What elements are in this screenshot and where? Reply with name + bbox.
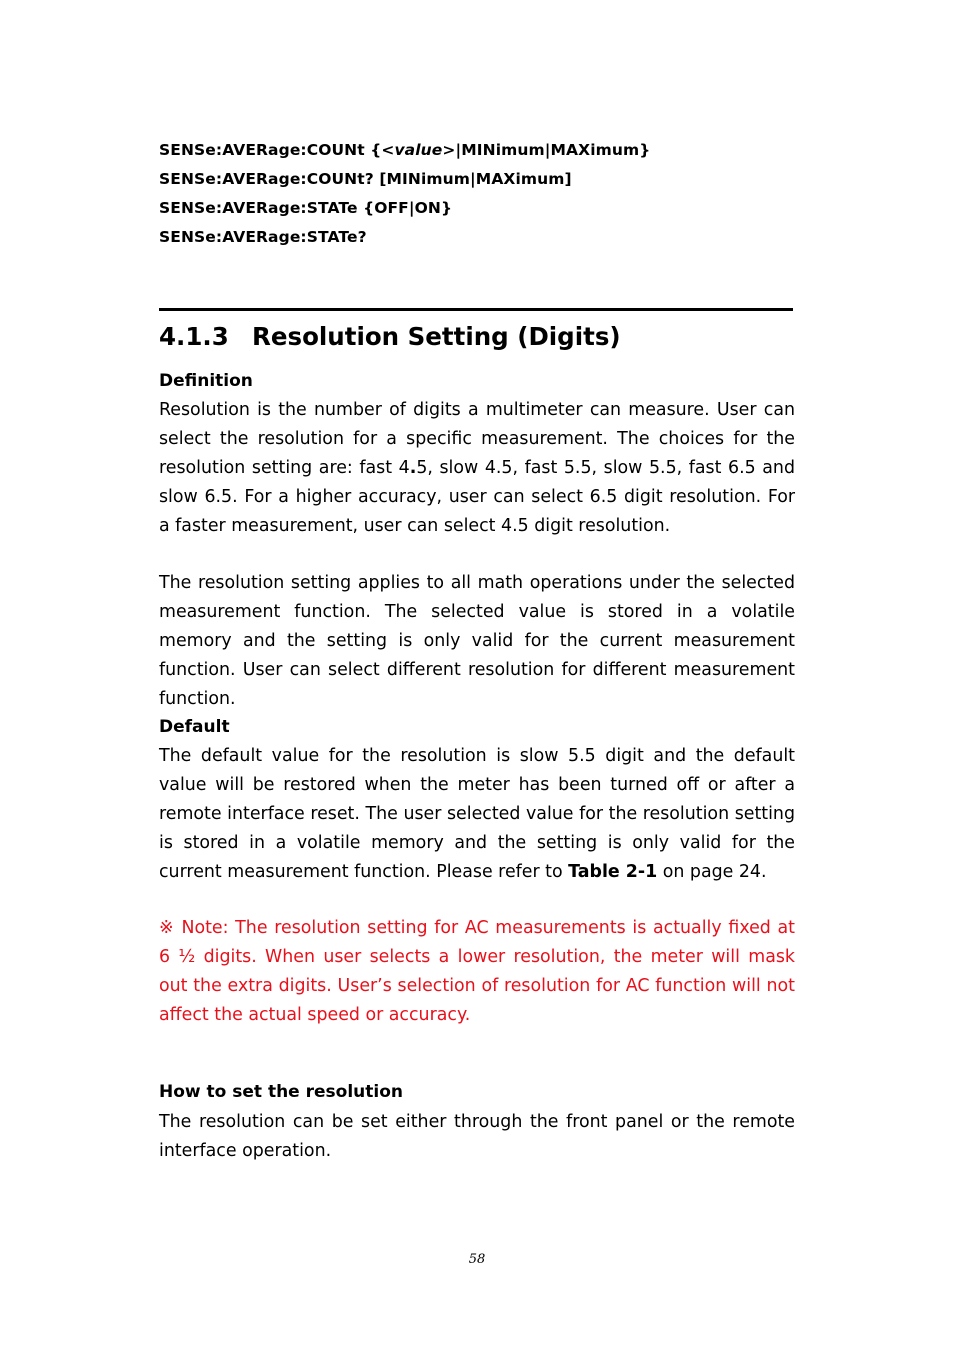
definition-paragraph-1: Resolution is the number of digits a multimeter can measure. User can select the resolution for a specific measurement. The choices for the resolution setting are: fast 4.5, slow 4.5, fast 5.5, slow 5.5, fast 6.5 and slow 6.5. For a higher accuracy, user can select 6.5 digit resolution. For a faster measurement, user can select 4.5 digit resolution. <box>159 400 795 536</box>
note-paragraph: ※ Note: The resolution setting for AC measurements is actually fixed at 6 ½ digits. When user selects a lower resolution, the meter will mask out the extra digits. User’s selection of resolution for AC function will not affect the actual speed or accuracy. <box>159 918 795 1025</box>
default-heading: Default <box>159 717 230 737</box>
definition-paragraph-2: The resolution setting applies to all math operations under the selected measurement function. The selected value is stored in a volatile memory and the setting is only valid for the current measurement function. User can select different resolution for different measurement function. <box>159 573 795 709</box>
howto-paragraph: The resolution can be set either through the front panel or the remote interface operation. <box>159 1112 795 1161</box>
howto-heading: How to set the resolution <box>159 1082 404 1102</box>
note-symbol-icon: ※ <box>159 918 175 938</box>
section-divider <box>159 308 793 311</box>
command-average-count: SENSe:AVERage:COUNt {<value>|MINimum|MAXimum} <box>159 141 651 159</box>
definition-heading: Definition <box>159 371 253 391</box>
command-argument: value <box>394 141 443 159</box>
section-number: 4.1.3 <box>159 322 229 351</box>
section-title: Resolution Setting (Digits) <box>252 322 621 351</box>
command-average-state-query: SENSe:AVERage:STATe? <box>159 228 367 246</box>
table-reference: Table 2-1 <box>568 862 658 882</box>
page-number: 58 <box>468 1252 486 1267</box>
default-paragraph: The default value for the resolution is slow 5.5 digit and the default value will be restored when the meter has been turned off or after a remote interface reset. The user selected value for the resolution setting is stored in a volatile memory and the setting is only valid for the current measurement function. Please refer to Table 2-1 on page 24. <box>159 746 795 882</box>
command-average-count-query: SENSe:AVERage:COUNt? [MINimum|MAXimum] <box>159 170 572 188</box>
command-average-state: SENSe:AVERage:STATe {OFF|ON} <box>159 199 453 217</box>
section-heading <box>159 322 621 351</box>
